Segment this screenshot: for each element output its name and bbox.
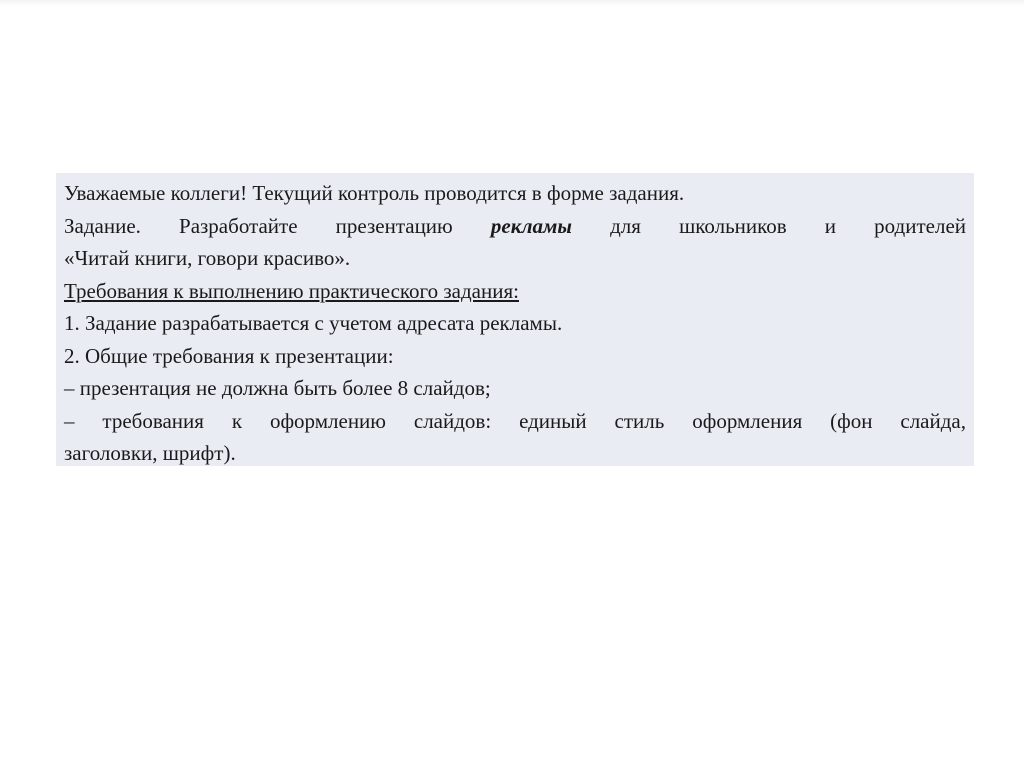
task-tail: для школьников и родителей [572,213,967,238]
greeting-line: Уважаемые коллеги! Текущий контроль проводится в форме задания. [64,181,685,205]
requirements-heading: Требования к выполнению практического задания: [64,278,519,303]
task-lead: Задание. Разработайте презентацию [64,213,491,238]
task-title-line: «Читай книги, говори красиво». [64,246,351,270]
styling-requirement-line-continued: заголовки, шрифт). [64,441,236,465]
task-emphasis: рекламы [490,213,572,238]
task-line [64,210,966,243]
requirement-item: – презентация не должна быть более 8 слайдов; [64,376,491,400]
requirement-item: 2. Общие требования к презентации: [64,343,394,368]
styling-requirement-line: – требования к оформлению слайдов: единый стиль оформления (фон слайда, [64,408,966,433]
assignment-text-box [56,173,974,466]
requirement-item: 1. Задание разрабатывается с учетом адресата рекламы. [64,311,563,335]
